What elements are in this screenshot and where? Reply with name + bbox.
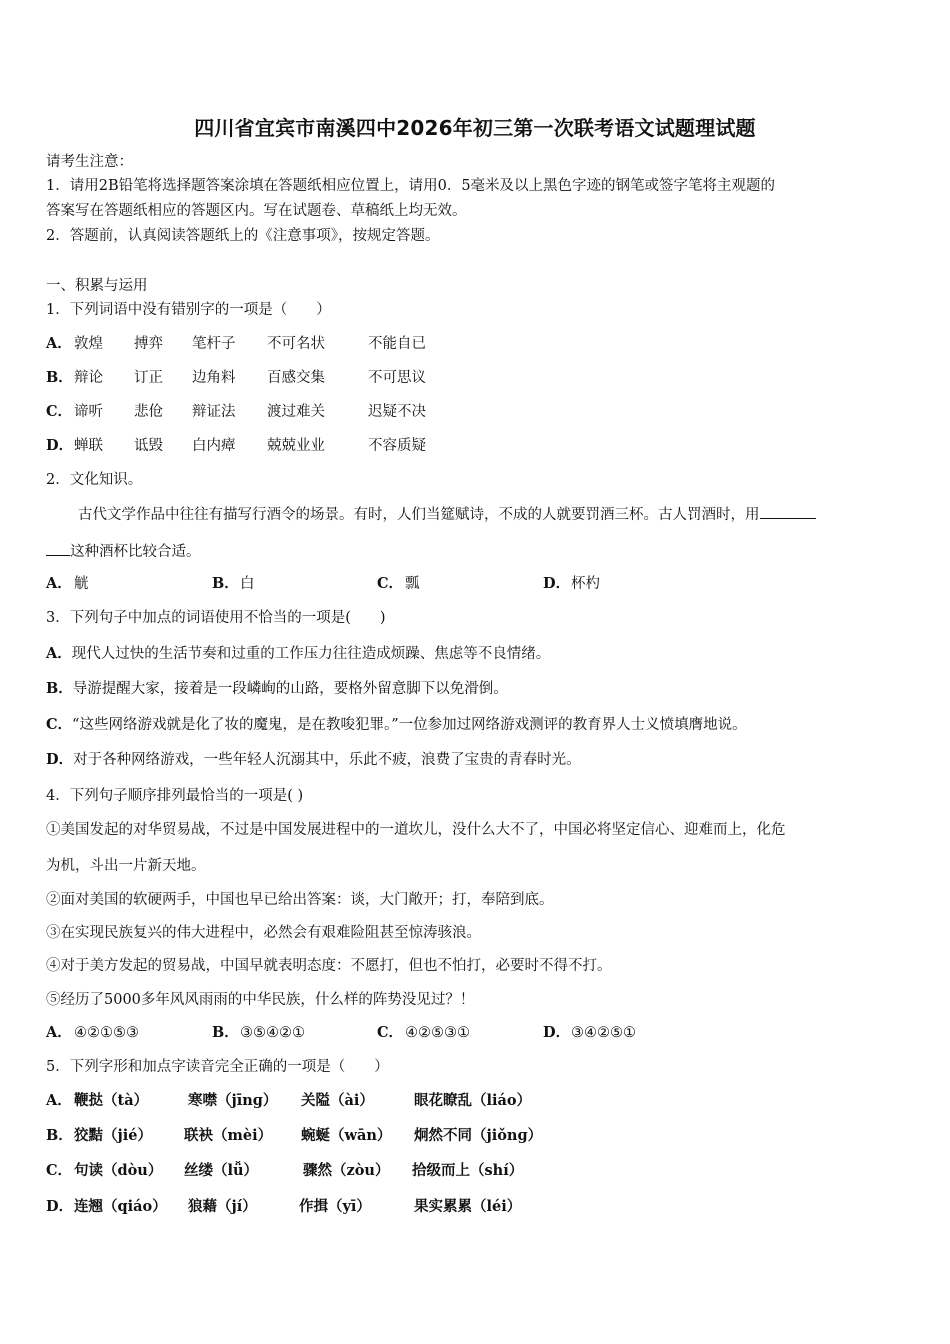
- sentence-2: ②面对美国的软硬两手，中国也早已给出答案：谈，大门敞开；打，奉陪到底。: [46, 892, 554, 908]
- option-label: C．: [46, 1162, 73, 1179]
- question-3-option-b: [46, 679, 508, 699]
- option-word: 不可思议: [368, 370, 426, 386]
- sentence-1-line-2: 为机，斗出一片新天地。: [46, 858, 206, 874]
- option-label: A．: [46, 335, 72, 352]
- option-item: 关隘（ài）: [301, 1092, 374, 1109]
- option-text: 杯杓: [571, 576, 600, 592]
- option-item: 炯然不同（jiǒnɡ）: [414, 1127, 543, 1144]
- option-text: ③④②⑤①: [571, 1025, 636, 1041]
- option-word: 订正: [134, 370, 163, 386]
- option-label: D．: [46, 1198, 74, 1215]
- option-text: ③⑤④②①: [240, 1025, 305, 1041]
- option-label: A．: [46, 1024, 72, 1041]
- question-3-stem: 3．下列句子中加点的词语使用不恰当的一项是( ): [46, 610, 386, 626]
- option-word: 诋毁: [134, 438, 163, 454]
- option-label: D．: [543, 1024, 571, 1041]
- question-3-option-d: [46, 750, 581, 770]
- option-word: 蝉联: [74, 438, 103, 454]
- option-text: “这些网络游戏就是化了妆的魔鬼，是在教唆犯罪。”一位参加过网络游戏测评的教育界人士义愤填膺地说。: [72, 717, 747, 733]
- sentence-3: ③在实现民族复兴的伟大进程中，必然会有艰难险阻甚至惊涛骇浪。: [46, 925, 481, 941]
- option-word: 渡过难关: [267, 404, 325, 420]
- option-label: A．: [46, 1092, 72, 1109]
- question-2-stem: 2．文化知识。: [46, 472, 143, 488]
- page-title: 四川省宜宾市南溪四中2026年初三第一次联考语文试题理试题: [194, 116, 756, 140]
- sentence-4: ④对于美方发起的贸易战，中国早就表明态度：不愿打，但也不怕打，必要时不得不打。: [46, 958, 612, 974]
- option-label: B．: [212, 575, 239, 592]
- option-text: 导游提醒大家，接着是一段嶙峋的山路，要格外留意脚下以免滑倒。: [72, 681, 508, 697]
- question-3-option-c: [46, 715, 747, 735]
- option-item: 丝缕（lǚ）: [184, 1162, 259, 1179]
- option-label: B．: [212, 1024, 239, 1041]
- notice-heading: 请考生注意：: [46, 154, 133, 170]
- option-item: 寒噤（jīnɡ）: [188, 1092, 278, 1109]
- paragraph-text: 古代文学作品中往往有描写行酒令的场景。有时，人们当筵赋诗，不成的人就要罚酒三杯。古人罚酒时，用: [78, 507, 760, 523]
- option-text: ④②⑤③①: [405, 1025, 470, 1041]
- option-label: B．: [46, 680, 73, 697]
- option-word: 谛听: [74, 404, 103, 420]
- notice-item-1-line-2: 答案写在答题纸相应的答题区内。写在试题卷、草稿纸上均无效。: [46, 203, 467, 219]
- option-label: D．: [46, 437, 74, 454]
- option-text: ④②①⑤③: [74, 1025, 139, 1041]
- option-word: 迟疑不决: [368, 404, 426, 420]
- option-word: 边角料: [192, 370, 236, 386]
- question-2-paragraph-end: [46, 541, 201, 562]
- sentence-1-line-1: ①美国发起的对华贸易战，不过是中国发展进程中的一道坎儿，没什么大不了，中国必将坚定信心、迎难而上，化危: [46, 822, 786, 838]
- option-item: 眼花瞭乱（liáo）: [414, 1092, 532, 1109]
- option-label: D．: [543, 575, 571, 592]
- option-text: 瓢: [405, 576, 420, 592]
- option-word: 辩论: [74, 370, 103, 386]
- option-item: 作揖（yī）: [299, 1198, 371, 1215]
- option-label: C．: [377, 1024, 404, 1041]
- option-item: 连翘（qiáo）: [74, 1198, 167, 1215]
- option-label: B．: [46, 1127, 73, 1144]
- option-word: 兢兢业业: [267, 438, 325, 454]
- option-item: 狼藉（jí）: [188, 1198, 257, 1215]
- option-item: 狡黠（jié）: [74, 1127, 152, 1144]
- question-1-stem: 1．下列词语中没有错别字的一项是（ ）: [46, 302, 331, 318]
- notice-item-1-line-1: 1．请用2B铅笔将选择题答案涂填在答题纸相应位置上，请用0．5毫米及以上黑色字迹的钢笔或签字笔将主观题的: [46, 178, 776, 194]
- option-item: 蜿蜒（wān）: [301, 1127, 392, 1144]
- option-item: 拾级而上（shí）: [412, 1162, 524, 1179]
- option-word: 悲伧: [134, 404, 163, 420]
- section-heading: 一、积累与运用: [46, 278, 148, 294]
- option-word: 敦煌: [74, 336, 103, 352]
- option-word: 搏弈: [134, 336, 163, 352]
- notice-item-2: 2．答题前，认真阅读答题纸上的《注意事项》，按规定答题。: [46, 228, 440, 244]
- option-label: D．: [46, 751, 74, 768]
- option-word: 不能自已: [368, 336, 426, 352]
- option-text: 觥: [74, 576, 89, 592]
- option-text: 现代人过快的生活节奏和过重的工作压力往往造成烦躁、焦虑等不良情绪。: [71, 646, 551, 662]
- option-word: 百感交集: [267, 370, 325, 386]
- option-word: 笔杆子: [192, 336, 236, 352]
- option-text: 白: [240, 576, 255, 592]
- option-label: C．: [46, 716, 73, 733]
- option-item: 鞭挞（tà）: [74, 1092, 149, 1109]
- option-word: 辩证法: [192, 404, 236, 420]
- answer-blank: [46, 541, 70, 556]
- answer-blank: [760, 504, 816, 519]
- option-label: A．: [46, 645, 72, 662]
- option-label: B．: [46, 369, 73, 386]
- question-4-stem: 4．下列句子顺序排列最恰当的一项是( ): [46, 788, 304, 804]
- option-label: C．: [46, 403, 73, 420]
- option-word: 不可名状: [267, 336, 325, 352]
- option-text: 对于各种网络游戏，一些年轻人沉溺其中，乐此不疲，浪费了宝贵的青春时光。: [73, 752, 581, 768]
- option-label: A．: [46, 575, 72, 592]
- paragraph-text: 这种酒杯比较合适。: [70, 544, 201, 560]
- sentence-5: ⑤经历了5000多年风风雨雨的中华民族，什么样的阵势没见过？！: [46, 992, 475, 1008]
- question-2-paragraph: [78, 504, 816, 525]
- option-word: 白内瘴: [192, 438, 236, 454]
- option-label: C．: [377, 575, 404, 592]
- option-item: 联袂（mèi）: [184, 1127, 273, 1144]
- option-item: 句读（dòu）: [74, 1162, 163, 1179]
- question-3-option-a: [46, 644, 550, 664]
- option-item: 骤然（zòu）: [303, 1162, 390, 1179]
- option-word: 不容质疑: [368, 438, 426, 454]
- option-item: 果实累累（léi）: [414, 1198, 522, 1215]
- question-5-stem: 5．下列字形和加点字读音完全正确的一项是（ ）: [46, 1059, 389, 1075]
